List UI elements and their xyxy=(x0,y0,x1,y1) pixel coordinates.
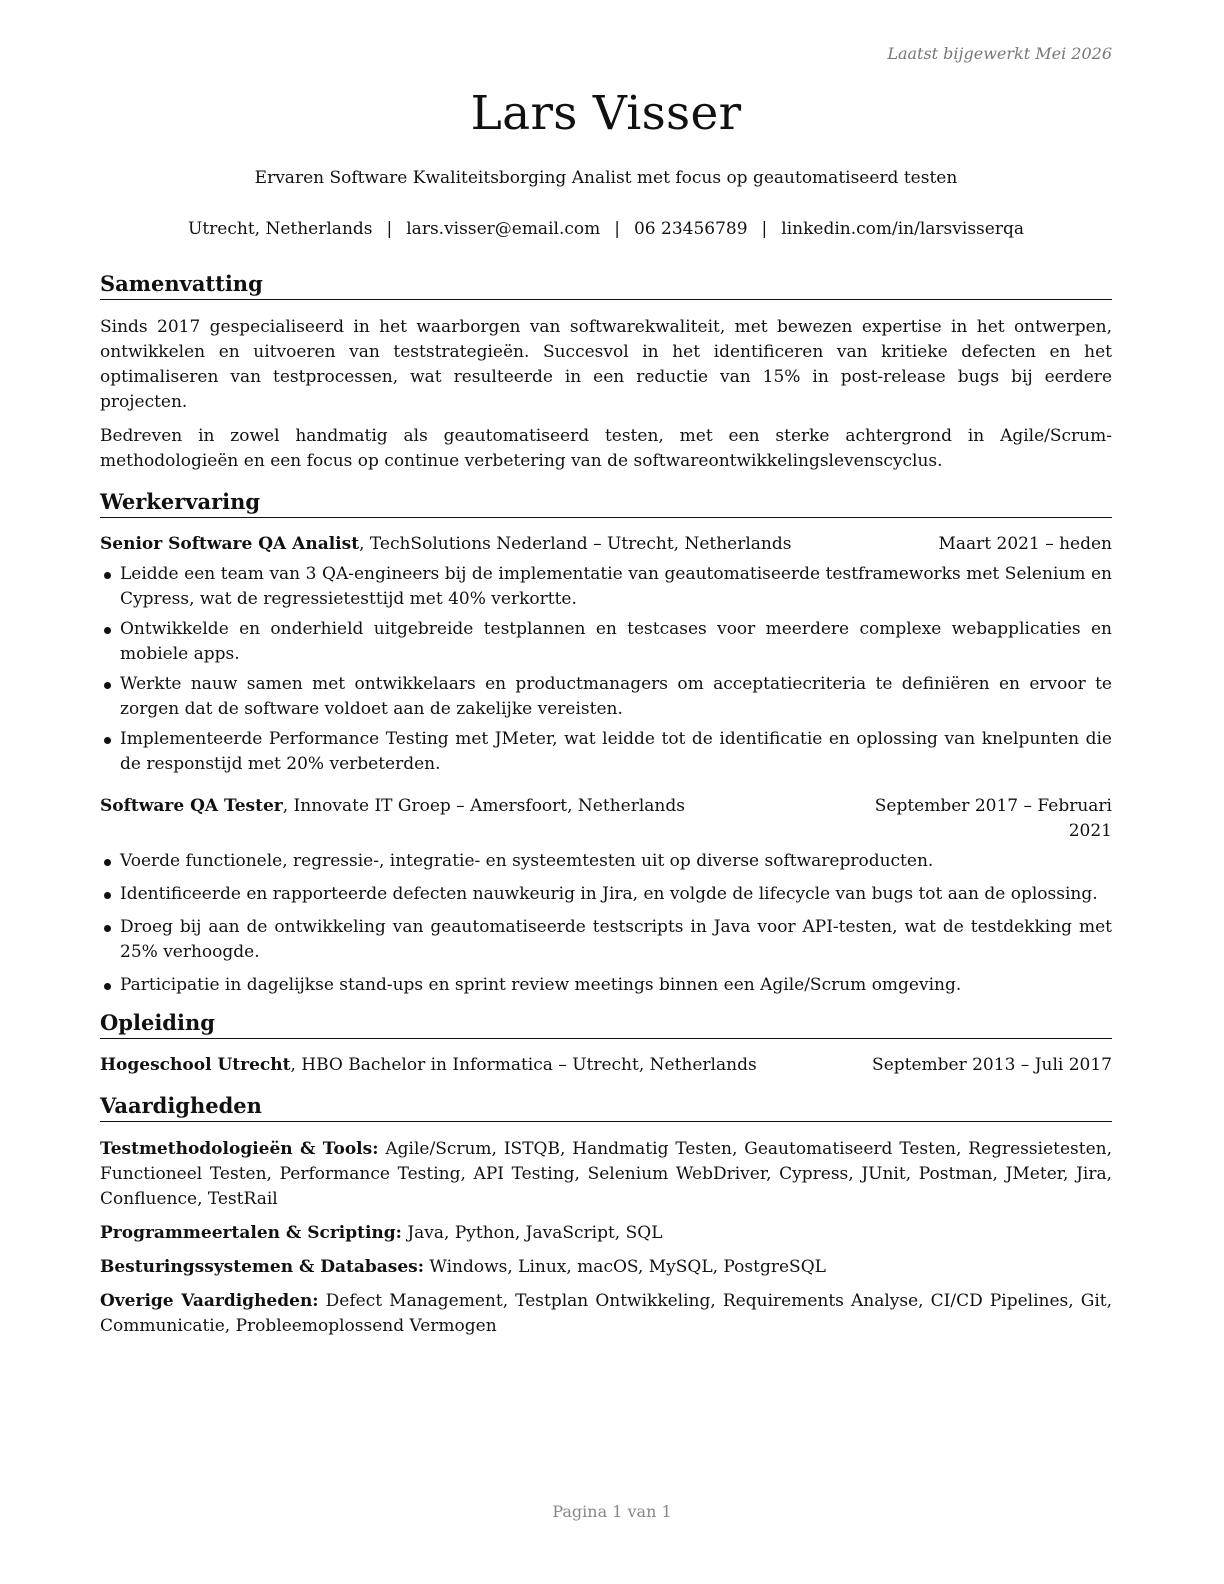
work-section xyxy=(100,488,1112,998)
job-bullet: Voerde functionele, regressie-, integratie- en systeemtesten uit op diverse softwareproducten. xyxy=(100,849,1112,874)
tagline: Ervaren Software Kwaliteitsborging Analist met focus op geautomatiseerd testen xyxy=(254,168,958,188)
summary-paragraph: Sinds 2017 gespecialiseerd in het waarborgen van softwarekwaliteit, met bewezen expertise in het ontwerpen, ontwikkelen en uitvoeren van teststrategieën. Succesvol in het identificeren van kritieke defecten en het optimaliseren van testprocessen, wat resulteerde in een reductie van 15% in post-release bugs bij eerdere projecten. xyxy=(100,317,1112,412)
job-dates: Maart 2021 – heden xyxy=(938,534,1112,554)
skill-label: Testmethodologieën & Tools: xyxy=(100,1139,379,1159)
separator: | xyxy=(386,219,393,239)
job-bullets xyxy=(100,849,1112,998)
skill-items: Windows, Linux, macOS, MySQL, PostgreSQL xyxy=(424,1257,826,1277)
job-company: , Innovate IT Groep – Amersfoort, Netherlands xyxy=(282,796,685,816)
job-role: Software QA Tester xyxy=(100,796,283,816)
skill-items: Defect Management, Testplan Ontwikkeling, Requirements Analyse, CI/CD Pipelines, Git, Communicatie, Probleemoplossend Vermogen xyxy=(100,1291,1112,1336)
skill-label: Besturingssystemen & Databases: xyxy=(100,1257,424,1277)
skill-label: Programmeertalen & Scripting: xyxy=(100,1223,402,1243)
job-bullet: Werkte nauw samen met ontwikkelaars en productmanagers om acceptatiecriteria te definiëren en ervoor te zorgen dat de software voldoet aan de zakelijke vereisten. xyxy=(100,672,1112,722)
education-detail: , HBO Bachelor in Informatica – Utrecht, Netherlands xyxy=(290,1055,757,1075)
separator: | xyxy=(761,219,768,239)
candidate-name: Lars Visser xyxy=(470,86,742,141)
skill-label: Overige Vaardigheden: xyxy=(100,1291,319,1311)
job-bullet: Identificeerde en rapporteerde defecten nauwkeurig in Jira, en volgde de lifecycle van bugs tot aan de oplossing. xyxy=(100,882,1112,907)
section-title-education: Opleiding xyxy=(100,1009,1112,1039)
skills-section xyxy=(100,1092,1112,1339)
skill-items: Agile/Scrum, ISTQB, Handmatig Testen, Geautomatiseerd Testen, Regressietesten, Functioneel Testen, Performance Testing, API Testing, Selenium WebDriver, Cypress, JUnit, Postman, JMeter, Jira, Confluence, TestRail xyxy=(100,1139,1112,1209)
contact-phone: 06 23456789 xyxy=(633,219,748,239)
job-role: Senior Software QA Analist xyxy=(100,534,360,554)
section-title-skills: Vaardigheden xyxy=(100,1092,1112,1122)
job-company: , TechSolutions Nederland – Utrecht, Netherlands xyxy=(359,534,792,554)
education-section xyxy=(100,1009,1112,1078)
skill-items: Java, Python, JavaScript, SQL xyxy=(401,1223,663,1243)
job-bullet: Implementeerde Performance Testing met JMeter, wat leidde tot de identificatie en oplossing van knelpunten die de responstijd met 20% verbeterden. xyxy=(100,727,1112,777)
separator: | xyxy=(614,219,620,239)
contact-line xyxy=(100,219,1112,239)
summary-section xyxy=(100,270,1112,474)
summary-paragraph: Bedreven in zowel handmatig als geautomatiseerd testen, met een sterke achtergrond in Agile/Scrum-methodologieën en een focus op continue verbetering van de softwareontwikkelingslevenscyclus. xyxy=(100,426,1112,471)
education-dates: September 2013 – Juli 2017 xyxy=(872,1055,1112,1075)
contact-location: Utrecht, Netherlands xyxy=(188,219,373,239)
skill-group xyxy=(100,1289,1112,1339)
skill-group xyxy=(100,1137,1112,1212)
job-dates: September 2017 – Februari 2021 xyxy=(874,796,1112,841)
contact-email[interactable]: lars.visser@email.com xyxy=(406,219,601,239)
job-bullet: Participatie in dagelijkse stand-ups en sprint review meetings binnen een Agile/Scrum omgeving. xyxy=(100,973,1112,998)
skill-group xyxy=(100,1255,1112,1280)
section-title-work: Werkervaring xyxy=(100,488,1112,518)
job-entry xyxy=(100,794,1112,998)
job-header xyxy=(100,532,1112,557)
last-updated: Laatst bijgewerkt Mei 2026 xyxy=(887,44,1112,63)
job-bullets xyxy=(100,562,1112,777)
job-header xyxy=(100,794,1112,844)
section-title-summary: Samenvatting xyxy=(100,270,1112,300)
education-entry xyxy=(100,1053,1112,1078)
job-bullet: Droeg bij aan de ontwikkeling van geautomatiseerde testscripts in Java voor API-testen, wat de testdekking met 25% verhoogde. xyxy=(100,915,1112,965)
education-school: Hogeschool Utrecht xyxy=(100,1055,291,1075)
job-bullet: Ontwikkelde en onderhield uitgebreide testplannen en testcases voor meerdere complexe webapplicaties en mobiele apps. xyxy=(100,617,1112,667)
resume-content xyxy=(100,270,1112,1339)
skill-group xyxy=(100,1221,1112,1246)
page-number: Pagina 1 van 1 xyxy=(552,1502,672,1521)
job-bullet: Leidde een team van 3 QA-engineers bij de implementatie van geautomatiseerde testframeworks met Selenium en Cypress, wat de regressietesttijd met 40% verkortte. xyxy=(100,562,1112,612)
job-entry xyxy=(100,532,1112,777)
contact-linkedin[interactable]: linkedin.com/in/larsvisserqa xyxy=(781,219,1024,239)
